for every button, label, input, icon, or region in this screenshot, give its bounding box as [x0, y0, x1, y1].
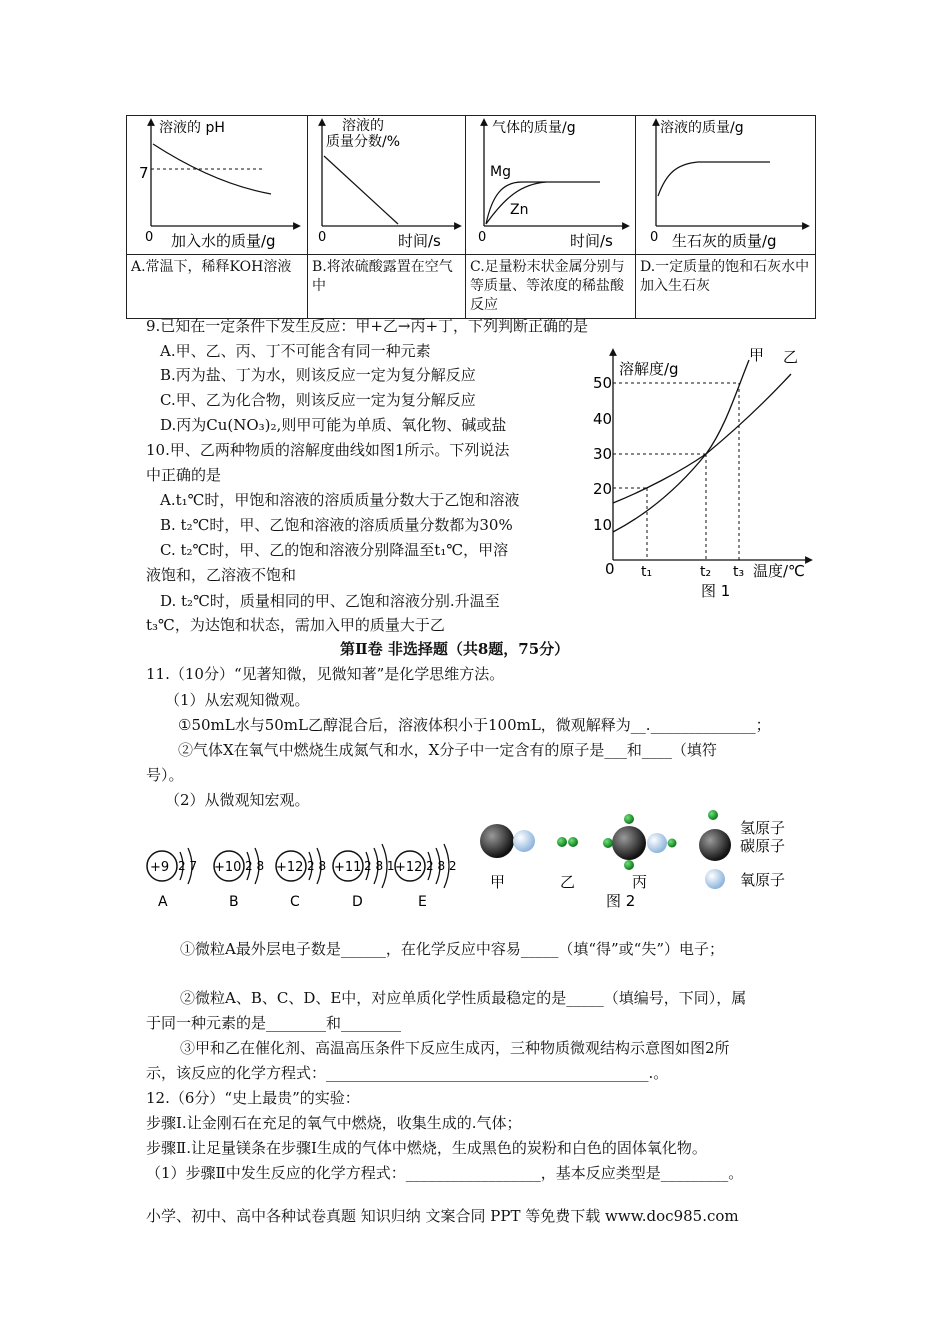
- fig2-caption: 图 2: [606, 892, 636, 910]
- graph-b-xlabel: 时间/s: [398, 232, 441, 250]
- q9-option-b: B.丙为盐、丁为水，则该反应一定为复分解反应: [160, 366, 476, 384]
- graph-c-caption: C.足量粉末状金属分别与等质量、等浓度的稀盐酸反应: [466, 255, 636, 319]
- q12-part1: （1）步骤Ⅱ中发生反应的化学方程式：__________________，基本反应类型是_________。: [146, 1164, 744, 1182]
- q11-part1-b-2: 号）。: [146, 766, 184, 784]
- graph-table: [126, 115, 816, 319]
- legend-carbon: 碳原子: [740, 837, 786, 855]
- atom-e-label: E: [418, 894, 427, 910]
- atom-a-shells: 2 7: [178, 859, 198, 873]
- q11-part2: （2）从微观知宏观。: [165, 791, 310, 809]
- atom-a: [147, 848, 197, 910]
- q10-option-b: B. t₂℃时，甲、乙饱和溶液的溶质质量分数都为30%: [160, 516, 513, 534]
- fig1-series-yi: 乙: [783, 348, 799, 366]
- atom-c-label: C: [290, 894, 300, 910]
- atom-e: [395, 844, 457, 910]
- graph-c-xlabel: 时间/s: [570, 232, 613, 250]
- atom-b-shells: 2 8: [245, 859, 265, 873]
- q9-stem: 9.已知在一定条件下发生反应：甲+乙→丙+丁，下列判断正确的是: [146, 317, 589, 335]
- q11-part2-c: ③甲和乙在催化剂、高温高压条件下反应生成丙，三种物质微观结构示意图如图2所: [180, 1039, 730, 1057]
- legend-hydrogen-icon: [708, 810, 718, 820]
- fig1-xtick-t1: t₁: [641, 564, 653, 580]
- atom-d: [333, 844, 395, 910]
- atom-e-nucleus: +12: [395, 860, 423, 875]
- fig1-series-jia: 甲: [749, 346, 765, 364]
- graph-a-mark: 7: [139, 164, 149, 182]
- fig1-caption: 图 1: [701, 582, 731, 600]
- graph-a: [127, 116, 308, 255]
- graph-a-caption: A.常温下，稀释KOH溶液: [127, 255, 308, 319]
- graph-b-caption: B.将浓硫酸露置在空气中: [308, 255, 466, 319]
- atom-a-nucleus: +9: [150, 860, 170, 875]
- atom-structures: [140, 838, 470, 910]
- q10-option-c-2: 液饱和，乙溶液不饱和: [146, 566, 297, 584]
- label-yi: 乙: [560, 873, 576, 891]
- label-bing: 丙: [632, 873, 648, 891]
- q9-option-c: C.甲、乙为化合物，则该反应一定为复分解反应: [160, 391, 476, 409]
- q10-option-a: A.t₁℃时，甲饱和溶液的溶质质量分数大于乙饱和溶液: [160, 491, 520, 509]
- graph-d-ylabel: 溶液的质量/g: [660, 120, 744, 136]
- q11-part2-c-2: 示，该反应的化学方程式：___________________________________________.。: [146, 1064, 669, 1082]
- atom-d-shells: 2 8 1: [364, 859, 395, 873]
- q9-option-a: A.甲、乙、丙、丁不可能含有同一种元素: [160, 342, 431, 360]
- graph-c: [466, 116, 636, 255]
- atom-c-shells: 2 8: [307, 859, 327, 873]
- q10-option-d-2: t₃℃，为达饱和状态，需加入甲的质量大于乙: [146, 616, 445, 634]
- part2-heading: 第Ⅱ卷 非选择题（共8题，75分）: [340, 640, 570, 658]
- graph-b-origin: 0: [318, 230, 327, 245]
- graph-c-origin: 0: [478, 230, 487, 245]
- graph-c-curve2: Zn: [510, 202, 529, 218]
- legend-carbon-icon: [699, 829, 731, 861]
- graph-a-xlabel: 加入水的质量/g: [171, 232, 276, 250]
- atom-d-label: D: [352, 894, 363, 910]
- legend-oxygen-icon: [705, 869, 725, 889]
- graph-b-ylabel1: 溶液的: [342, 118, 384, 134]
- graph-b-ylabel2: 质量分数/%: [326, 134, 401, 150]
- molecule-jia: [480, 824, 535, 858]
- q11-part2-a: ①微粒A最外层电子数是______，在化学反应中容易_____（填“得”或“失”）电子；: [180, 940, 725, 958]
- fig1-origin: 0: [605, 560, 615, 578]
- graph-d-origin: 0: [650, 230, 659, 245]
- atom-c-nucleus: +12: [276, 860, 304, 875]
- graph-d: [636, 116, 816, 255]
- fig1-ytick-10: 10: [593, 516, 613, 534]
- fig1-xtick-t3: t₃: [733, 564, 745, 580]
- legend-oxygen: 氧原子: [740, 871, 786, 889]
- q11-stem: 11.（10分）“见著知微，见微知著”是化学思维方法。: [146, 665, 505, 683]
- graph-c-curve1: Mg: [490, 164, 511, 180]
- label-jia: 甲: [490, 873, 506, 891]
- q11-part2-b-2: 于同一种元素的是________和________: [146, 1014, 402, 1032]
- atom-e-shells: 2 8 2: [426, 859, 457, 873]
- curve-yi: [613, 374, 791, 503]
- atom-b-nucleus: +10: [214, 860, 242, 875]
- atom-a-label: A: [158, 894, 168, 910]
- q11-part1: （1）从宏观知微观。: [165, 691, 310, 709]
- fig1-ytick-40: 40: [593, 410, 613, 428]
- q12-step-2: 步骤Ⅱ.让足量镁条在步骤Ⅰ生成的气体中燃烧，生成黑色的炭粉和白色的固体氧化物。: [146, 1139, 707, 1157]
- graph-d-xlabel: 生石灰的质量/g: [672, 232, 777, 250]
- graph-b: [308, 116, 466, 255]
- solubility-chart: [585, 340, 815, 605]
- legend-hydrogen: 氢原子: [740, 819, 786, 837]
- q11-part1-a: ①50mL水与50mL乙醇混合后，溶液体积小于100mL，微观解释为__.______________；: [178, 716, 771, 734]
- fig1-xtick-t2: t₂: [700, 564, 712, 580]
- q12-step-1: 步骤Ⅰ.让金刚石在充足的氧气中燃烧，收集生成的.气体；: [146, 1114, 522, 1132]
- q10-option-c-1: C. t₂℃时，甲、乙的饱和溶液分别降温至t₁℃，甲溶: [160, 541, 509, 559]
- graph-c-ylabel: 气体的质量/g: [492, 120, 576, 136]
- atom-b-label: B: [229, 894, 239, 910]
- graph-a-ylabel: 溶液的 pH: [159, 120, 225, 136]
- q10-stem-1: 10.甲、乙两种物质的溶解度曲线如图1所示。下列说法: [146, 441, 510, 459]
- graph-d-caption: D.一定质量的饱和石灰水中加入生石灰: [636, 255, 816, 319]
- fig1-ylabel: 溶解度/g: [619, 360, 679, 378]
- q10-option-d-1: D. t₂℃时，质量相同的甲、乙饱和溶液分别.升温至: [160, 592, 500, 610]
- atom-c: [276, 848, 326, 910]
- fig1-ytick-30: 30: [593, 445, 613, 463]
- graph-a-origin: 0: [145, 230, 154, 245]
- q11-part2-b: ②微粒A、B、C、D、E中，对应单质化学性质最稳定的是_____（填编号，下同），属: [180, 989, 747, 1007]
- molecule-bing: [603, 814, 677, 870]
- fig1-xlabel: 温度/℃: [753, 562, 805, 580]
- curve-jia: [613, 360, 749, 532]
- atom-b: [214, 848, 264, 910]
- q9-option-d: D.丙为Cu(NO₃)₂,则甲可能为单质、氧化物、碱或盐: [160, 416, 507, 434]
- footer: 小学、初中、高中各种试卷真题 知识归纳 文案合同 PPT 等免费下载 www.doc985.com: [146, 1207, 739, 1225]
- fig1-ytick-20: 20: [593, 480, 613, 498]
- molecule-yi: [557, 837, 578, 847]
- q11-part1-b: ②气体X在氧气中燃烧生成氮气和水，X分子中一定含有的原子是___和____（填符: [178, 741, 717, 759]
- q12-stem: 12.（6分）“史上最贵”的实验：: [146, 1089, 360, 1107]
- fig1-ytick-50: 50: [593, 374, 613, 392]
- molecule-figure: [470, 805, 815, 915]
- q10-stem-2: 中正确的是: [146, 466, 222, 484]
- atom-d-nucleus: +11: [334, 860, 362, 875]
